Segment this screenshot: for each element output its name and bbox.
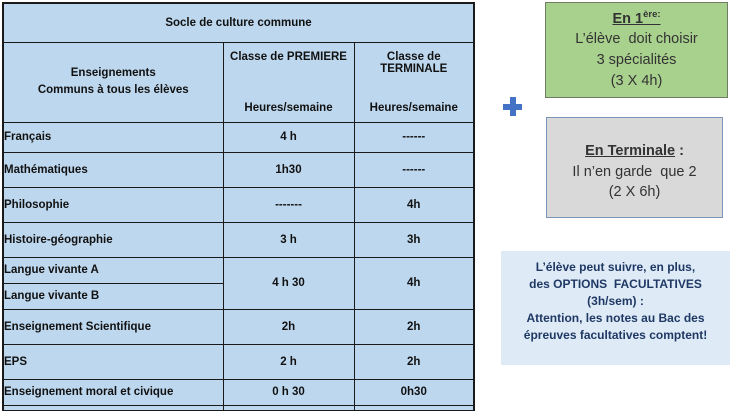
header-terminale-cell (354, 42, 474, 122)
subject-cell: Enseignement Scientifique (3, 309, 223, 344)
subject-cell: Langue vivante A (3, 257, 223, 283)
header-subjects-line1: Enseignements (70, 66, 156, 79)
table-row (3, 309, 474, 344)
terminale-hours-cell: ------ (354, 122, 474, 152)
table-row (3, 152, 474, 187)
premiere-hours-cell: ------- (223, 187, 354, 222)
table-row (3, 122, 474, 152)
header-terminale-title-line1: Classe de (386, 50, 441, 63)
premiere-box-line1: L’élève doit choisir (575, 31, 698, 48)
terminale-hours-cell-merged: 4h (354, 257, 474, 309)
table-title-row (3, 3, 474, 42)
premiere-hours-cell: 2 h (223, 344, 354, 379)
options-box-line4: Attention, les notes au Bac des (526, 311, 705, 326)
options-box-line3: (3h/sem) : (587, 294, 644, 309)
terminale-box-line2: (2 X 6h) (608, 184, 661, 201)
terminale-hours-cell: ------ (354, 152, 474, 187)
table-row (3, 187, 474, 222)
subject-cell: Français (3, 122, 223, 152)
header-subjects-line2: Communs à tous les élèves (37, 84, 189, 96)
terminale-hours-cell: 0h30 (354, 379, 474, 405)
options-box-line2: des OPTIONS FACULTATIVES (529, 277, 702, 292)
table-header-row (3, 42, 474, 122)
premiere-hours-cell: 4 h (223, 122, 354, 152)
premiere-box-line2: 3 spécialités (596, 51, 677, 68)
subject-cell: Enseignement moral et civique (3, 379, 223, 405)
table-title: Socle de culture commune (3, 3, 474, 42)
options-box-line5: épreuves facultatives comptent! (523, 328, 708, 343)
premiere-hours-cell: 1h30 (223, 152, 354, 187)
premiere-hours-cell-merged: 4 h 30 (223, 257, 354, 309)
premiere-hours-cell: 3 h (223, 222, 354, 257)
header-subjects-cell (3, 42, 223, 122)
subject-cell: Mathématiques (3, 152, 223, 187)
table-row (3, 344, 474, 379)
terminale-box-line1: Il n’en garde que 2 (572, 163, 697, 180)
table-row (3, 379, 474, 405)
terminale-hours-cell: 2h (354, 344, 474, 379)
header-premiere-units: Heures/semaine (244, 101, 333, 114)
terminale-hours-cell: 4h (354, 187, 474, 222)
premiere-box-line3: (3 X 4h) (610, 72, 663, 89)
options-box-line1: L’élève peut suivre, en plus, (535, 260, 696, 274)
table-row (3, 257, 474, 283)
subject-cell: EPS (3, 344, 223, 379)
terminale-specialites-box (546, 117, 723, 218)
header-terminale-title-line2: TERMINALE (380, 62, 448, 75)
premiere-hours-cell: 0 h 30 (223, 379, 354, 405)
header-premiere-title: Classe de PREMIERE (230, 50, 347, 63)
common-core-table (2, 2, 473, 411)
subject-cell: Histoire-géographie (3, 222, 223, 257)
subject-cell: Langue vivante B (3, 283, 223, 309)
header-terminale-units: Heures/semaine (369, 101, 458, 114)
terminale-box-heading: En Terminale : (585, 143, 684, 159)
terminale-hours-cell: 2h (354, 309, 474, 344)
premiere-box-heading: En $1^{ère:}$ (612, 9, 661, 27)
terminale-hours-cell: 3h (354, 222, 474, 257)
options-facultatives-box (501, 251, 730, 365)
header-premiere-cell (223, 42, 354, 122)
premiere-specialites-box (545, 2, 728, 98)
cut-off-row (3, 405, 474, 410)
premiere-hours-cell: 2h (223, 309, 354, 344)
subject-cell: Philosophie (3, 187, 223, 222)
plus-icon (503, 97, 522, 116)
table-row (3, 222, 474, 257)
